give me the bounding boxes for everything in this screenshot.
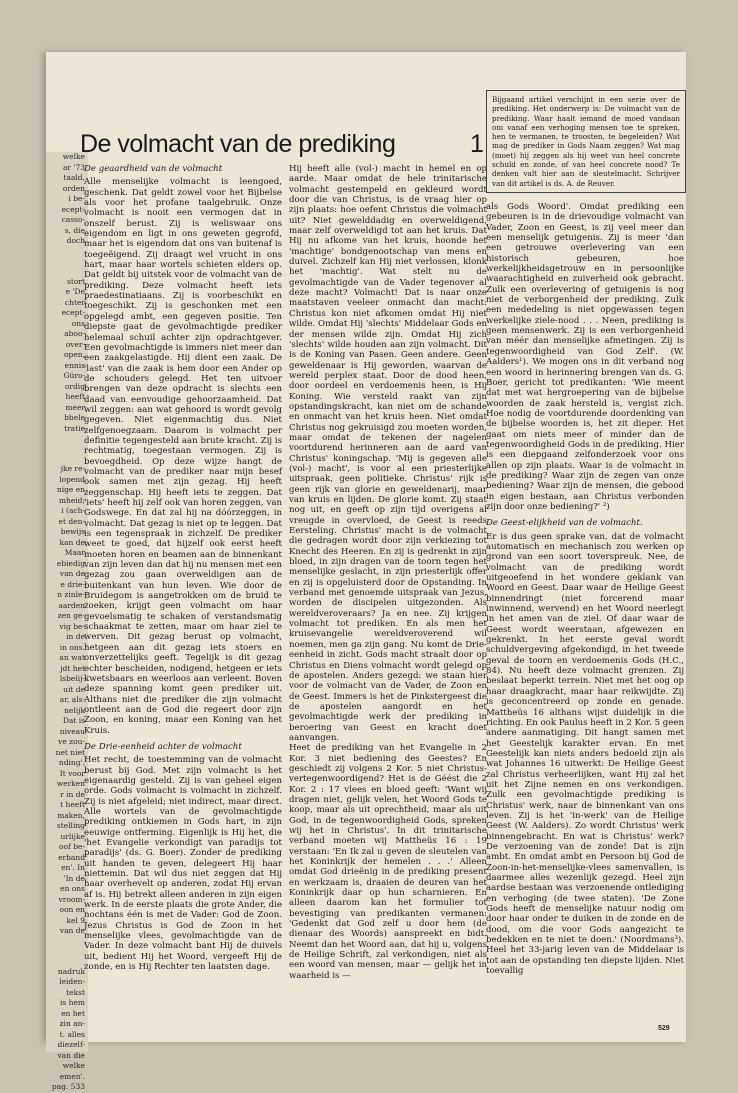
strip-text-line: vig be- <box>59 621 85 631</box>
strip-text-line: ar, als- <box>59 695 85 704</box>
strip-text-line: It voor <box>59 768 85 778</box>
strip-text-line: nige en <box>56 485 85 494</box>
article-title: De volmacht van de prediking <box>80 130 396 158</box>
strip-text-line: ebiedig <box>56 558 85 568</box>
subheading: De Geest-elijkheid van de volmacht. <box>486 518 643 529</box>
strip-text-line: mheid; <box>58 495 85 505</box>
strip-text-line: an wat <box>59 653 85 662</box>
strip-text-line: tekst <box>66 987 85 997</box>
strip-text-line: in de <box>66 632 85 641</box>
strip-text-line: diezelf- <box>57 1040 85 1049</box>
strip-text-line: Güro- <box>63 371 85 380</box>
strip-text-line: Dat is <box>62 716 85 725</box>
paragraph: Het recht, de toestemming van de volmacht berust bij God. Met zijn volmacht is het eigenaardig gesteld. Zij is van geheel eigen orde. Gods volmacht is volmacht in zichzelf. Zij is niet afgeleid; niet indirect, maar direct. Alle wortels van de gevolmachtigde prediking ontkiemen in Gods hart, in zijn eeuwige ontferming. Eigenlijk is Hij het, die 'het Evangelie verkondigt van paradijs tot paradijs' (ds. G. Boer). Zonder de prediking uit handen te geven, delegeert Hij haar niettemin. Dat wil dus niet zeggen dat Hij haar overhevelt op anderen, zodat Hij ervan af is. Hij betrekt alleen anderen in zijn eigen werk. In de eerste plaats die grote Ander, die nochtans één is met de Vader: God de Zoon. Jezus Christus is God de Zoon in het menselijke vlees, gevolmachtigde van de Vader. In deze volmacht bant Hij de duivels uit, bedient Hij het Woord, vergeeft Hij de zonde, en is Hij Rechter ten laatsten dage. <box>84 755 282 973</box>
strip-text-line: niveau <box>59 726 85 736</box>
strip-text-line: welke <box>62 1061 85 1070</box>
subheading: De geaardheid van de volmacht <box>84 164 223 174</box>
paragraph: Hij heeft alle (vol-) macht in hemel en op aarde. Maar omdat de hele trinitarische volmacht gestempeld en gekleurd wordt door die van Christus, is de vraag hier op zijn plaats: hoe oefent Christus die volmacht uit? Niet gewelddadig en overweldigend, maar zelf overweldigd tot aan het kruis. Dat Hij nu afkome van het kruis, hoonde het 'machtige' bondgenootschap van mens en duivel. Zichzelf kan Hij niet verlossen, klonk het 'machtig'. Wat stelt nu de gevolmachtigde van de Vader tegenover al deze macht? Volmacht! Dat is naar onze maatstaven veeleer onmacht dan macht: Christus kon niet afkomen omdat Hij niet wilde. Omdat Hij 'slechts' Middelaar Gods en der mensen wilde zijn. Omdat Hij zich 'slechts' wilde houden aan zijn volmacht. Dit is de Koning van Pasen. Geen andere. Geen geweldenaar is Hij geworden, waarvan de wereld perplex staat. Door de dood heen, door oordeel en verdoemenis heen, is Hij Koning. Wie versteld raakt van zijn opstandingskracht, kan niet om de schande en onmacht van het kruis heen. Niet omdat Christus nog gekruisigd zou moeten worden, maar omdat de tekenen der nagelen voortdurend herinneren aan de aard van Christus' koningschap. 'Mij is gegeven alle (vol-) macht', is voor al een priesterlijke uitspraak, geen politieke. Christus' rijk is geen rijk van glorie en geweldenarij, maar van kruis en lijden. De glorie komt. Zij staat nog uit, en geeft op zijn tijd overigens al vreugde in overvloed, de Geest is reeds Eersteling. Christus' macht is de volmacht die gedragen wordt door zijn verkiezing tot Knecht des Heeren. En zij is gedrenkt in zijn bloed, in zijn dragen van de toorn tegen het menselijke geslacht, in zijn priesterlijk offer en zij is opgeluisterd door de Opstanding. In verband met genoemde uitspraak van Jezus, worden de discipelen uitgezonden. Als wereldveroveraars? Ja en nee. Zij krijgen volmacht tot prediken. En als men het kruisevangelie wereldveroverend wil noemen, men ga zijn gang. Nu komt de Drie-eenheid in zicht. Gods macht straalt door op Christus en Diens volmacht wordt gelegd op de apostelen. Anders gezegd: we staan hier voor de volmacht van de Vader, de Zoon en de Geest. Immers is het de Pinkstergeest die de apostelen aangordt en het gevolmachtigde werk der prediking in beroering van Geest en kracht doet aanvangen. <box>289 164 487 743</box>
strip-text-line: zen ge- <box>57 611 85 620</box>
strip-text-line: 'In de <box>63 873 85 883</box>
strip-text-line: ar '73 <box>62 162 85 172</box>
strip-text-line: meer <box>65 402 85 412</box>
strip-text-line: open, <box>64 350 85 359</box>
strip-text-line: en'. In <box>61 863 85 872</box>
strip-text-line: werken <box>56 779 85 788</box>
strip-text-line: en het <box>61 1008 85 1018</box>
strip-text-line: aboo- <box>64 329 85 338</box>
strip-text-line: nelijk <box>64 705 85 715</box>
strip-text-line: orden <box>62 183 85 193</box>
strip-text-line: s, die <box>64 225 85 235</box>
previous-page-strip <box>46 152 88 1091</box>
strip-text-line: t. alles <box>59 1029 85 1039</box>
strip-text-line: r in de <box>60 789 85 799</box>
strip-text-line: van die <box>57 1050 85 1060</box>
strip-text-line: ecept- <box>61 204 85 214</box>
strip-text-line: e drie- <box>60 579 85 589</box>
strip-text-line: leiden- <box>59 977 85 986</box>
strip-text-line: vroom- <box>58 894 85 904</box>
page-number: 529 <box>658 1025 670 1032</box>
strip-text-line: taald, <box>63 173 85 182</box>
strip-text-line: doch <box>66 236 85 245</box>
paragraph: als Gods Woord'. Omdat prediking een gebeuren is in de drievoudige volmacht van Vader, Zoon en Geest, is zij veel meer dan een menselijk getuigenis. Zij is meer 'dan een getrouwe overlevering van een historisch gebeuren, hoe werkelijkheidsgetrouw en in persoonlijke waarachtigheid en zuiverheid ook gebracht. Zulk een overlevering of getuigenis is nog niet de verborgenheid der prediking. Zulk een mededeling is niet opgewassen tegen werkelijke ziele-nood . . . Neen, prediking is geen mensenwerk. Zij is een verborgenheid van méér dan menselijke afmetingen. Zij is tegenwoordigheid van God Zelf'. (W. Aalders¹). We mogen ons in dit verband nog een woord in herinnering brengen van ds. G. Boer, gericht tot predikanten: 'Wie meent dat met wat hergroepering van de bijbelse woorden de zaak hersteld is, vergist zich. Hoe nodig de voortdurende doordenking van de bijbelse woorden is, het zit dieper. Het gaat om niets meer of minder dan de tegenwoordigheid Gods in de prediking. Hier is een diepgaand zelfonderzoek voor ons allen op zijn plaats. Waar is de volmacht in de prediking? Waar zijn de zegen van onze bediening? Waar zijn de mensen, die gebood in eigen bestaan, aan Christus verbonden zijn door onze bediening?' ²) <box>486 202 684 512</box>
strip-text-line: Maar <box>64 548 85 557</box>
strip-text-line: ve zou- <box>58 737 85 746</box>
subheading: De Drie-eenheid achter de volmacht <box>84 741 242 752</box>
strip-text-line: ecept- <box>61 308 85 317</box>
strip-text-line: uit de <box>63 684 85 694</box>
strip-text-line: urlijke <box>60 831 85 841</box>
strip-text-line: ordig <box>64 381 85 391</box>
strip-text-line: lopend <box>59 474 85 484</box>
strip-text-line: over- <box>65 339 85 349</box>
paragraph: Heet de prediking van het Evangelie in 2 Kor. 3 niet bediening des Geestes? En geschiedt zij volgens 2 Kor. 5 niet Christus-vertegenwoordigend? Het is de Géést die 2 Kor. 2 : 17 vlees en bloed geeft: 'Want wij dragen niet, gelijk velen, het Woord Gods te koop, maar als uit oprechtheid, maar als uit God, in de tegenwoordigheid Gods, spreken wij het in Christus'. In dit trinitarische verband moeten wij Mattheüs 16 : 19 verstaan: 'En Ik zal u geven de sleutelen van het Koninkrijk der hemelen . . .' Alleen omdat God drieënig in de prediking present en werkzaam is, draaien de deuren van het Koninkrijk daar op hun scharnieren. En alleen daarom kan het formulier tot bevestiging van predikanten vermanen: 'Gedenkt dat God zelf u door hem (de dienaar des Woords) aanspreekt en bidt. Neemt dan het Woord aan, dat hij u, volgens de Heilige Schrift, zal verkondigen, niet als een woord van mensen, maar — gelijk het in waarheid is — <box>289 743 487 981</box>
strip-text-line: van de <box>59 926 85 935</box>
strip-text-line: chter <box>64 297 85 307</box>
column-3 <box>486 202 684 976</box>
strip-text-line: emen'. <box>59 1071 85 1081</box>
strip-text-line: bbele <box>64 413 85 422</box>
paragraph: Alle menselijke volmacht is leengoed, geschenk. Dat geldt zowel voor het Bijbelse als voor het profane taalgebruik. Onze volmacht is nooit een vermogen dat in onszelf berust. Zij is weliswaar ons eigendom en ligt in ons geweten gegrofd, maar het is eigendom dat ons van buitenaf is toegeëigend. Zij draagt wel vrucht in ons hart, maar haar wortels schieten elders op. Dat geldt bij uitstek voor de volmacht van de prediking. Deze volmacht heeft iets praedestinatiaans. Zij is voorbeschikt en toegeschikt. Zij is geschonken met een opgelegd ambt, een gegeven positie. Ten diepste gaat de gevolmachtigde prediker helemaal schuil achter zijn opdrachtgever. Een gevolmachtigde is immers niet meer dan een zaakgelastigde. Hij dient een zaak. De 'last' van die zaak is hem door een Ander op de schouders gelegd. Het ten uitvoer brengen van deze opdracht is slechts een daad van eenvoudige gehoorzaamheid. Dat wil zeggen: aan wat gehoord is wordt gevolg gegeven. Niet eigenmachtig dus. Niet zelfgenoegzaam. Daarom is volmacht per definitie tegengesteld aan brute kracht. Zij is rechtmatig, toegestaan vermogen. Zij is bevoegdheid. Op deze wijze hangt de volmacht van de prediker naar mijn besef ook samen met zijn gezag. Hij heeft zeggenschap. Hij heeft iets te zeggen. Dat 'iets' heeft hij zelf ook van horen zeggen, van Godswege. En dat zal hij na dóórzeggen, in volmacht. Dat gezag is niet op te leggen. Dat is een tegenspraak in zichzelf. De prediker weet te goed, dat hijzelf ook eerst heeft moeten horen en beamen aan de binnenkant van zijn leven dan dat hij nu mensen met een gezag zou gaan overweldigen aan de buitenkant van hun leven. Wie door de Bruidegom is aangetrokken om de bruid te zoeken, krijgt geen volmacht om haar gevoelsmatig te schaken of verstandsmatig schaakmat te zetten, maar om haar ziel te werven. Dit gezag berust op volmacht, hetgeen aan dit gezag iets stoers en onverzettelijks geeft. Tegelijk is dit gezag echter bescheiden, nodigend, hetgeen er iets kwetsbaars en weerloos aan verleent. Boven deze spanning komt geen prediker uit. Althans niet die prediker die zijn volmacht ontleent aan de God die regeert door zijn Zoon, en koning, maar een Koning van het Kruis. <box>84 177 282 736</box>
strip-text-line: aarden <box>58 600 85 610</box>
magazine-page <box>46 52 686 1091</box>
strip-text-line: t heeft <box>60 800 85 809</box>
strip-text-line: erband <box>58 852 85 862</box>
strip-text-line: kel 9 <box>66 915 85 925</box>
strip-text-line: casso- <box>61 215 85 224</box>
strip-text-line: nding'. <box>58 758 85 767</box>
column-2 <box>289 164 487 981</box>
intro-box: Bijgaand artikel verschijnt in een serie over de prediking. Het onderwerp is: De volmacht van de prediking. Waar haalt iemand de moed vandaan om vanaf een verhoging mensen toe te spreken, hen te vermanen, te troosten, te begeleiden? Wat mag de prediker in Gods Naam zeggen? Wat mag (moet) hij zeggen als hij weet van heel concrete schuld en zonde, of van heel concrete nood? Te denken valt hier aan de sleutelmacht. Schrijver van dit artikel is ds. A. de Reuver. <box>486 90 686 193</box>
strip-text-line: zin an- <box>59 1019 85 1028</box>
strip-text-line: et den- <box>58 516 85 526</box>
strip-text-line: ennis <box>64 360 85 370</box>
strip-text-line: bewijs <box>60 527 85 536</box>
strip-text-line: en ons <box>60 884 85 893</box>
paragraph: Er is dus geen sprake van, dat de volmacht automatisch en mechanisch zou werken op grond van een soort toverspreuk. Nee, de volmacht van de prediking wordt uitgeoefend in het wondere geklank van Woord en Geest. Daar waar de Heilige Geest binnendringt (niet forcerend maar inwinnend, wervend) en het Woord neerlegt in het amen van de ziel. Of daar waar de Geest wordt weerstaan, afgewezen en gekrenkt. In het eerste geval wordt schuldvergeving afgekondigd, in het tweede geval de toorn en verdoemenis Gods (H.C., 84). Nu heeft deze volmacht grenzen. Zij beslaat beperkt terrein. Niet met het oog op haar draagkracht, maar haar reikwijdte. Zij is geconcentreerd op zonde en genade. Mattheüs 16 althans wijst duidelijk in die richting. En ook Paulus heeft in 2 Kor. 5 geen andere aanmatiging. Dit hangt samen met het Geestelijk karakter ervan. En met Geestelijk kan niets anders bedoeld zijn als wat Johannes 16 uitwerkt: De Heilige Geest zal Christus verheerlijken, want Hij zal het uit het Zijne nemen en ons verkondigen. Zulk een gevolmachtigde prediking is Christus' werk, naar de binnenkant van ons leven. Zij is het 'in-werk' van de Heilige Geest (W. Aalders). Zo wordt Christus' werk binnengebracht. En wat is Christus' werk? De verzoening van de zonde! Dat is zijn ambt. En omdat ambt en Persoon bij God de Zoon-in-het-menselijke-vlees samenvallen, is daarmee alles wezenlijk gezegd. Heel zijn aardse bestaan was verzoenende ontlediging en verhoging (de twee staten). 'De Zone Gods heeft de menselijke natuur nodig om door haar onder te duiken in de zonde en de dood, om die voor Gods aangezicht te bedekken en te niet te doen.' (Noordmans³). Heel het 33-jarig leven van de Middelaar is tot aan de opstanding ten diepste lijden. Niet toevallig <box>486 531 684 977</box>
strip-text-line: is hem <box>59 998 85 1007</box>
strip-text-line: heeft <box>65 392 85 401</box>
strip-text-line: lsbelij- <box>59 674 85 683</box>
strip-text-line: jdt het <box>60 663 85 673</box>
strip-text-line: nadruk <box>57 966 85 976</box>
strip-text-line: kan de <box>59 537 85 547</box>
strip-text-line: pag. 533 <box>51 1082 85 1091</box>
strip-text-line: in ons. <box>59 642 85 652</box>
strip-text-line: tratie <box>64 423 85 433</box>
strip-text-line: jke re- <box>60 464 85 473</box>
strip-text-line: stelling <box>56 821 85 830</box>
column-1 <box>84 164 282 972</box>
strip-text-line: oon en <box>59 905 85 914</box>
strip-text-line: n zinle- <box>57 590 85 599</box>
strip-text-line: welke <box>62 152 85 161</box>
strip-text-line: e 'De <box>65 287 85 296</box>
strip-text-line: i be- <box>68 194 85 203</box>
strip-text-line: oof be- <box>59 842 85 851</box>
strip-text-line: maken, <box>57 810 85 820</box>
strip-text-line: i (ach- <box>61 506 85 515</box>
strip-text-line: ons <box>71 318 85 328</box>
article-part-number: 1 <box>470 130 484 158</box>
strip-text-line: stort <box>67 276 85 286</box>
strip-text-line: van de <box>59 569 85 578</box>
strip-text-line: net niet <box>55 747 85 757</box>
